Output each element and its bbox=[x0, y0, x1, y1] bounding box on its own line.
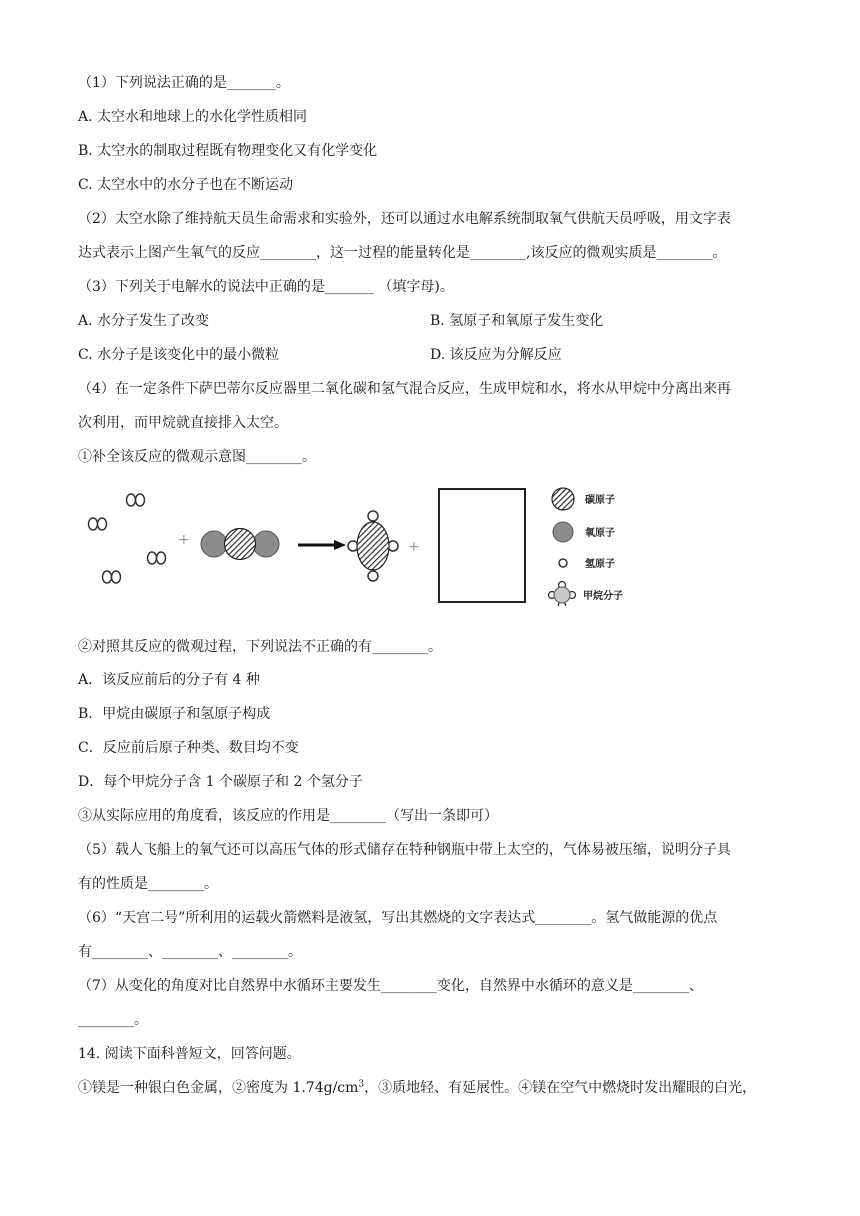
q2-line2: 达式表示上图产生氧气的反应________，这一过程的能量转化是________,该反应的微观实质是________。 bbox=[78, 245, 727, 261]
methane-molecule-icon bbox=[549, 582, 576, 607]
q4-sub2: ②对照其反应的微观过程，下列说法不正确的有________。 bbox=[78, 639, 442, 655]
reaction-arrow bbox=[298, 540, 346, 550]
methane-molecule bbox=[348, 511, 398, 581]
q4-option-d: D．每个甲烷分子含 1 个碳原子和 2 个氢分子 bbox=[78, 774, 363, 790]
q4-option-c: C．反应前后原子种类、数目均不变 bbox=[78, 740, 299, 756]
q3-option-a: A. 水分子发生了改变 bbox=[78, 313, 210, 329]
oxygen-atom-icon bbox=[553, 522, 573, 542]
plus-sign: + bbox=[408, 539, 420, 555]
plus-sign: + bbox=[178, 532, 190, 548]
q14-line1-part1: ①镁是一种银白色金属，②密度为 1.74g/cm bbox=[78, 1080, 359, 1096]
q5-line1: （5）载人飞船上的氧气还可以高压气体的形式储存在特种钢瓶中带上太空的，气体易被压缩，说明分子具 bbox=[78, 842, 731, 858]
carbon-dioxide-molecule bbox=[201, 529, 279, 560]
legend-hydrogen: 氢原子 bbox=[585, 559, 615, 570]
q14-line1 bbox=[78, 1078, 756, 1098]
q4-sub3: ③从实际应用的角度看，该反应的作用是________（写出一条即可） bbox=[78, 808, 498, 824]
hydrogen-molecule bbox=[127, 494, 145, 506]
q4-option-b: B．甲烷由碳原子和氢原子构成 bbox=[78, 706, 271, 722]
q1-option-c: C. 太空水中的水分子也在不断运动 bbox=[78, 177, 294, 193]
hydrogen-molecule bbox=[148, 552, 166, 564]
q1-option-b: B. 太空水的制取过程既有物理变化又有化学变化 bbox=[78, 143, 378, 159]
carbon-atom-icon bbox=[552, 488, 574, 510]
legend bbox=[549, 488, 624, 606]
q14-line1-part2: ，③质地轻、有延展性。④镁在空气中燃烧时发出耀眼的白光， bbox=[364, 1080, 757, 1096]
q7-line1: （7）从变化的角度对比自然界中水循环主要发生________变化，自然界中水循环的意义是________、 bbox=[78, 978, 703, 994]
q6-line2: 有________、________、________。 bbox=[78, 944, 302, 960]
hydrogen-atom-icon bbox=[559, 559, 567, 567]
q4-option-a: A．该反应前后的分子有 4 种 bbox=[78, 672, 260, 688]
q3-stem: （3）下列关于电解水的说法中正确的是_______ （填字母)。 bbox=[78, 279, 454, 295]
q1-option-a: A. 太空水和地球上的水化学性质相同 bbox=[78, 109, 308, 125]
q14-line1-sup: 3 bbox=[358, 1079, 365, 1090]
legend-carbon: 碳原子 bbox=[585, 495, 615, 506]
q4-sub1: ①补全该反应的微观示意图________。 bbox=[78, 449, 316, 465]
q3-option-d: D. 该反应为分解反应 bbox=[430, 347, 562, 363]
q7-line2: ________。 bbox=[78, 1012, 148, 1028]
hydrogen-molecule bbox=[89, 518, 107, 530]
q4-line2: 次利用，而甲烷就直接排入太空。 bbox=[78, 415, 288, 431]
q14-title: 14. 阅读下面科普短文，回答问题。 bbox=[78, 1046, 301, 1062]
q1-stem: （1）下列说法正确的是_______。 bbox=[78, 75, 290, 91]
hydrogen-molecule bbox=[103, 571, 121, 583]
q3-option-c: C. 水分子是该变化中的最小微粒 bbox=[78, 347, 280, 363]
q4-line1: （4）在一定条件下萨巴蒂尔反应器里二氧化碳和氢气混合反应，生成甲烷和水，将水从甲烷中分离出来再 bbox=[78, 381, 731, 397]
q2-line1: （2）太空水除了维持航天员生命需求和实验外，还可以通过水电解系统制取氧气供航天员呼吸，用文字表 bbox=[78, 211, 731, 227]
legend-methane: 甲烷分子 bbox=[583, 591, 623, 602]
answer-box bbox=[439, 489, 525, 602]
q5-line2: 有的性质是________。 bbox=[78, 876, 218, 892]
legend-oxygen: 氧原子 bbox=[585, 528, 615, 539]
q3-option-b: B. 氢原子和氧原子发生变化 bbox=[430, 313, 604, 329]
reaction-micro-diagram bbox=[78, 484, 768, 606]
q6-line1: （6）“天宫二号”所利用的运载火箭燃料是液氢，写出其燃烧的文字表达式________。氢气做能源的优点 bbox=[78, 910, 718, 926]
